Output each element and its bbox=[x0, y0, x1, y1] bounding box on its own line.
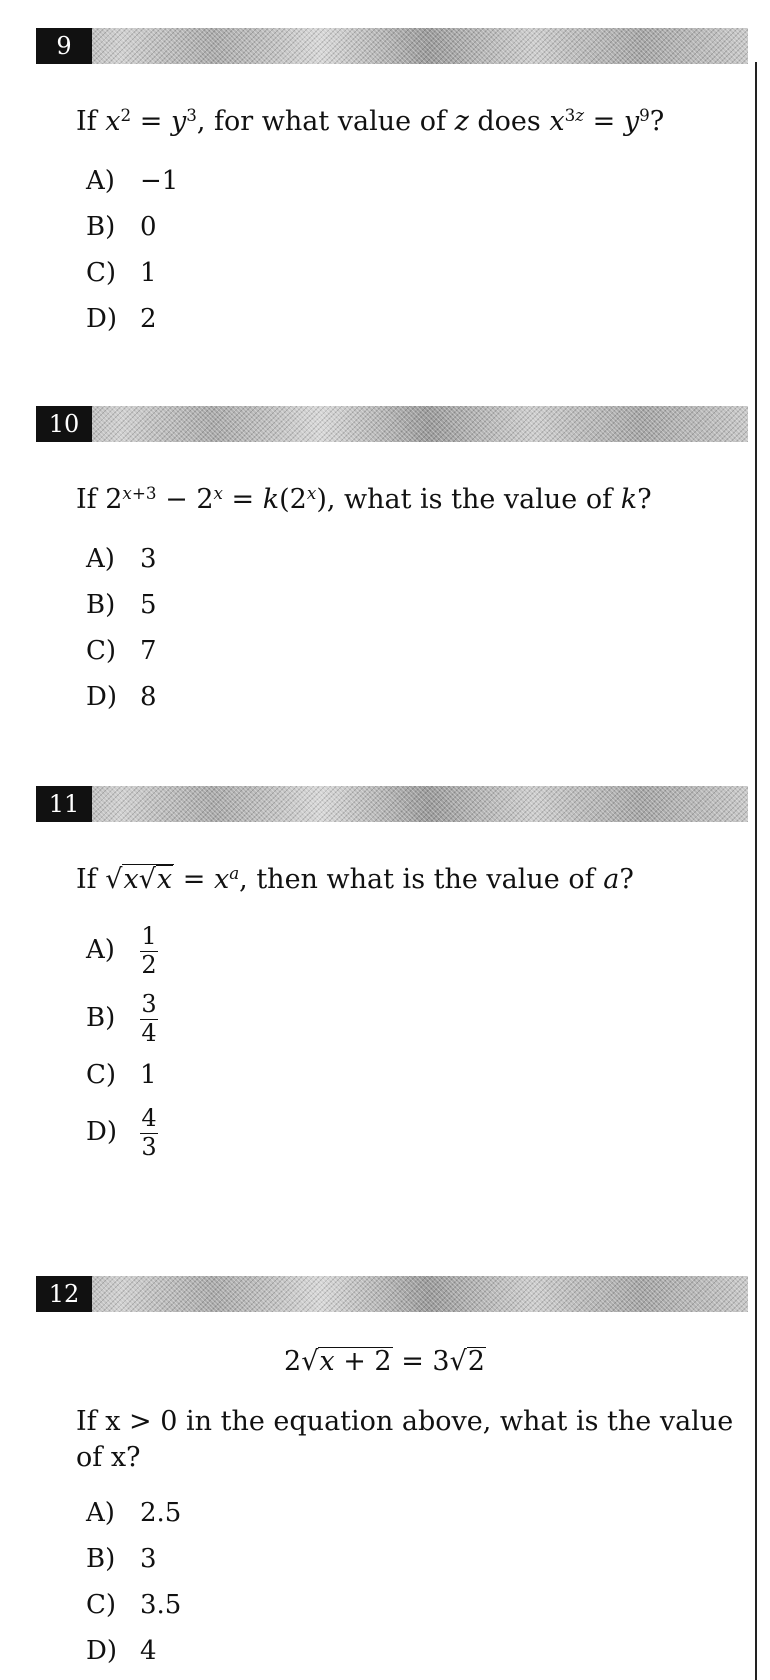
fraction: $\frac{3}{4}$ bbox=[141, 989, 157, 1047]
question-header-bar bbox=[36, 786, 748, 822]
choice-b[interactable]: B) $\frac{3}{4}$ bbox=[86, 989, 157, 1047]
stem-line-2: of x? bbox=[76, 1442, 141, 1473]
choice-c[interactable]: C) 7 bbox=[86, 636, 157, 666]
question-header-bar bbox=[36, 28, 748, 64]
choice-d[interactable]: D) 4 bbox=[86, 1636, 157, 1666]
choice-c[interactable]: C) 1 bbox=[86, 258, 157, 288]
question-header-bar bbox=[36, 1276, 748, 1312]
choice-b[interactable]: B) 0 bbox=[86, 212, 157, 242]
choice-d[interactable]: D) 2 bbox=[86, 304, 157, 334]
choice-c[interactable]: C) 1 bbox=[86, 1060, 157, 1090]
choice-d[interactable]: D) 8 bbox=[86, 682, 157, 712]
question-number: 11 bbox=[36, 786, 92, 822]
choice-b[interactable]: B) 3 bbox=[86, 1544, 157, 1574]
stem-line-1: If x > 0 in the equation above, what is the value bbox=[76, 1406, 734, 1437]
question-number: 9 bbox=[36, 28, 92, 64]
question-number: 12 bbox=[36, 1276, 92, 1312]
choice-a[interactable]: A) 2.5 bbox=[86, 1498, 182, 1528]
answer-choices bbox=[86, 536, 157, 720]
question-stem: If $2^{x+3} - 2^x = k(2^x)$, what is the value of k? bbox=[76, 482, 652, 515]
choice-a[interactable]: A) $\frac{1}{2}$ bbox=[86, 921, 157, 979]
answer-choices bbox=[86, 916, 158, 1166]
answer-choices bbox=[86, 158, 178, 342]
choice-a[interactable]: A) −1 bbox=[86, 166, 179, 196]
choice-b[interactable]: B) 5 bbox=[86, 590, 157, 620]
question-stem bbox=[76, 1404, 736, 1476]
question-stem: If $√x√x = x^a$, then what is the value of a? bbox=[76, 862, 634, 895]
fraction: $\frac{4}{3}$ bbox=[141, 1103, 157, 1161]
question-header-bar bbox=[36, 406, 748, 442]
choice-c[interactable]: C) 3.5 bbox=[86, 1590, 182, 1620]
right-margin-rule bbox=[755, 62, 757, 1680]
question-number: 10 bbox=[36, 406, 92, 442]
choice-a[interactable]: A) 3 bbox=[86, 544, 157, 574]
choice-d[interactable]: D) $\frac{4}{3}$ bbox=[86, 1103, 157, 1161]
answer-choices bbox=[86, 1490, 181, 1674]
display-equation: 2√x + 2 = 3√2 bbox=[284, 1346, 485, 1377]
fraction: $\frac{1}{2}$ bbox=[141, 921, 157, 979]
question-stem: If $x^2 = y^3$, for what value of z does $x^{3z} = y^9$? bbox=[76, 104, 665, 137]
